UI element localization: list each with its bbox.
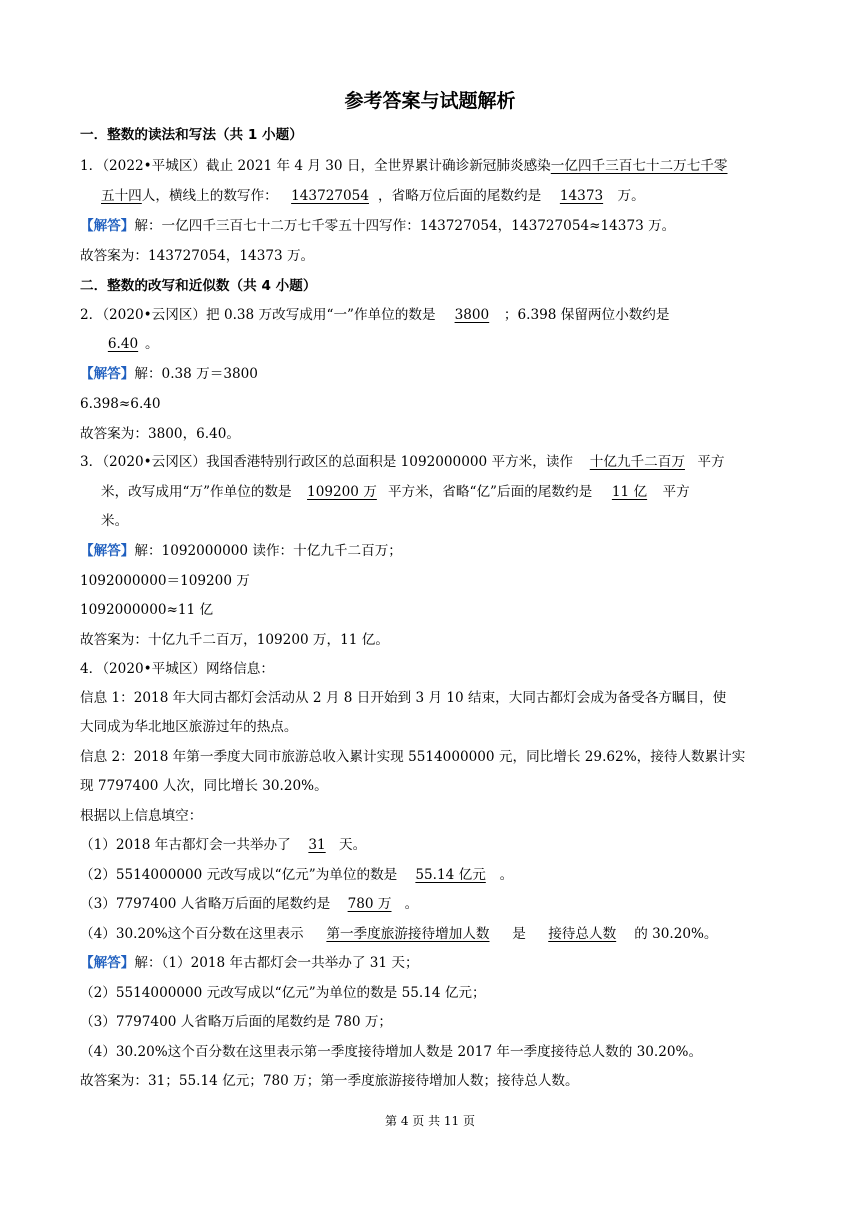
section-heading-1: 一．整数的读法和写法（共 1 小题） xyxy=(80,127,303,143)
answer-tag: 【解答】 xyxy=(80,543,135,559)
q4-fill-prompt: 根据以上信息填空： xyxy=(80,808,203,824)
q1-final: 故答案为：143727054，14373 万。 xyxy=(80,248,315,264)
q2-final: 故答案为：3800，6.40。 xyxy=(80,426,241,442)
q4-sub-4-end: 的 30.20%。 xyxy=(634,926,718,942)
q4-sub-4-text: （4）30.20%这个百分数在这里表示 xyxy=(80,926,304,942)
q4-sub-1-text: （1）2018 年古都灯会一共举办了 xyxy=(80,837,291,853)
q1-blank-2: 14373 xyxy=(559,188,604,204)
q4-sub-3-text: （3）7797400 人省略万后面的尾数约是 xyxy=(80,896,331,912)
q4-answer-2: （2）5514000000 元改写成以“亿元”为单位的数是 55.14 亿元； xyxy=(80,985,486,1001)
q3-answer-3: 1092000000≈11 亿 xyxy=(80,602,214,618)
q1-underlined-text: 一亿四千三百七十二万七千零 xyxy=(550,158,728,174)
q2-answer xyxy=(80,364,780,384)
q2-text-2: ；6.398 保留两位小数约是 xyxy=(503,307,670,323)
q4-sub-3-end: 。 xyxy=(404,896,419,912)
q4-answer-4: （4）30.20%这个百分数在这里表示第一季度接待增加人数是 2017 年一季度接待总人数的 30.20%。 xyxy=(80,1044,703,1060)
question-3-line-2 xyxy=(101,482,801,502)
q1-text: 1．（2022•平城区）截止 2021 年 4 月 30 日，全世界累计确诊新冠肺炎感染 xyxy=(80,158,551,174)
q1-text-2: 人，横线上的数写作： xyxy=(141,188,278,204)
q4-sub-3 xyxy=(80,894,780,914)
q3-text-3: 米，改写成用“万”作单位的数是 xyxy=(101,484,292,500)
q4-sub-1-end: 天。 xyxy=(339,837,367,853)
q2-answer-2: 6.398≈6.40 xyxy=(80,396,161,412)
q4-blank-1: 31 xyxy=(308,837,326,853)
answer-tag: 【解答】 xyxy=(80,218,135,234)
q4-answer-text: 解：（1）2018 年古都灯会一共举办了 31 天； xyxy=(134,955,419,971)
q4-sub-4 xyxy=(80,924,780,944)
q1-underlined-text-2: 五十四 xyxy=(101,188,142,204)
q2-text: 2．（2020•云冈区）把 0.38 万改写成用“一”作单位的数是 xyxy=(80,307,436,323)
q4-blank-2: 55.14 亿元 xyxy=(415,867,486,883)
q2-blank-1: 3800 xyxy=(454,307,490,323)
q3-answer-2: 1092000000＝109200 万 xyxy=(80,573,250,589)
q4-sub-2-text: （2）5514000000 元改写成以“亿元”为单位的数是 xyxy=(80,867,398,883)
q3-blank-3: 11 亿 xyxy=(611,484,648,500)
q4-sub-1 xyxy=(80,835,780,855)
question-2-line-2 xyxy=(101,334,801,354)
question-3-line-1 xyxy=(80,452,780,472)
q3-blank-2: 109200 万 xyxy=(307,484,377,500)
answer-tag: 【解答】 xyxy=(80,366,135,382)
q3-answer-text: 解：1092000000 读作：十亿九千二百万； xyxy=(134,543,402,559)
question-1-line-2 xyxy=(101,186,801,206)
q4-info-1a: 信息 1：2018 年大同古都灯会活动从 2 月 8 日开始到 3 月 10 结束，大同古都灯会成为备受各方瞩目，使 xyxy=(80,690,727,706)
q1-text-3: ，省略万位后面的尾数约是 xyxy=(378,188,542,204)
q4-blank-5: 接待总人数 xyxy=(548,926,617,942)
q4-sub-4-mid: 是 xyxy=(512,926,526,942)
question-2-line-1 xyxy=(80,305,780,325)
q4-sub-2-end: 。 xyxy=(499,867,514,883)
section-heading-2: 二．整数的改写和近似数（共 4 小题） xyxy=(80,278,317,294)
q4-blank-4: 第一季度旅游接待增加人数 xyxy=(326,926,490,942)
q4-sub-2 xyxy=(80,865,780,885)
q3-final: 故答案为：十亿九千二百万，109200 万，11 亿。 xyxy=(80,632,389,648)
q3-blank-1: 十亿九千二百万 xyxy=(589,454,685,470)
answer-tag: 【解答】 xyxy=(80,955,135,971)
q4-answer xyxy=(80,953,780,973)
question-4-head: 4．（2020•平城区）网络信息： xyxy=(80,661,274,677)
page-title: 参考答案与试题解析 xyxy=(344,90,516,112)
q2-answer-text: 解：0.38 万＝3800 xyxy=(134,366,258,382)
q4-blank-3: 780 万 xyxy=(347,896,392,912)
q4-info-2a: 信息 2：2018 年第一季度大同市旅游总收入累计实现 5514000000 元，同比增长 29.62%，接待人数累计实 xyxy=(80,749,746,765)
q4-info-1b: 大同成为华北地区旅游过年的热点。 xyxy=(80,719,298,735)
q3-text-2: 平方 xyxy=(697,454,725,470)
q3-answer xyxy=(80,541,780,561)
q1-answer-text: 解：一亿四千三百七十二万七千零五十四写作：143727054，143727054≈14373 万。 xyxy=(134,218,676,234)
q2-blank-2: 6.40 xyxy=(107,336,139,352)
page-number-footer: 第 4 页 共 11 页 xyxy=(385,1114,475,1128)
q4-info-2b: 现 7797400 人次，同比增长 30.20%。 xyxy=(80,778,328,794)
q1-text-4: 万。 xyxy=(617,188,645,204)
q3-text-5: 平方 xyxy=(662,484,690,500)
q2-text-3: 。 xyxy=(145,336,159,352)
q1-blank-1: 143727054 xyxy=(291,188,369,204)
q3-text: 3．（2020•云冈区）我国香港特别行政区的总面积是 1092000000 平方米，读作 xyxy=(80,454,574,470)
q4-answer-3: （3）7797400 人省略万后面的尾数约是 780 万； xyxy=(80,1014,393,1030)
question-3-line-3: 米。 xyxy=(101,513,129,529)
q4-final: 故答案为：31；55.14 亿元；780 万；第一季度旅游接待增加人数；接待总人数。 xyxy=(80,1073,579,1089)
q1-answer xyxy=(80,216,780,236)
question-1-line-1 xyxy=(80,156,780,176)
q3-text-4: 平方米，省略“亿”后面的尾数约是 xyxy=(387,484,593,500)
